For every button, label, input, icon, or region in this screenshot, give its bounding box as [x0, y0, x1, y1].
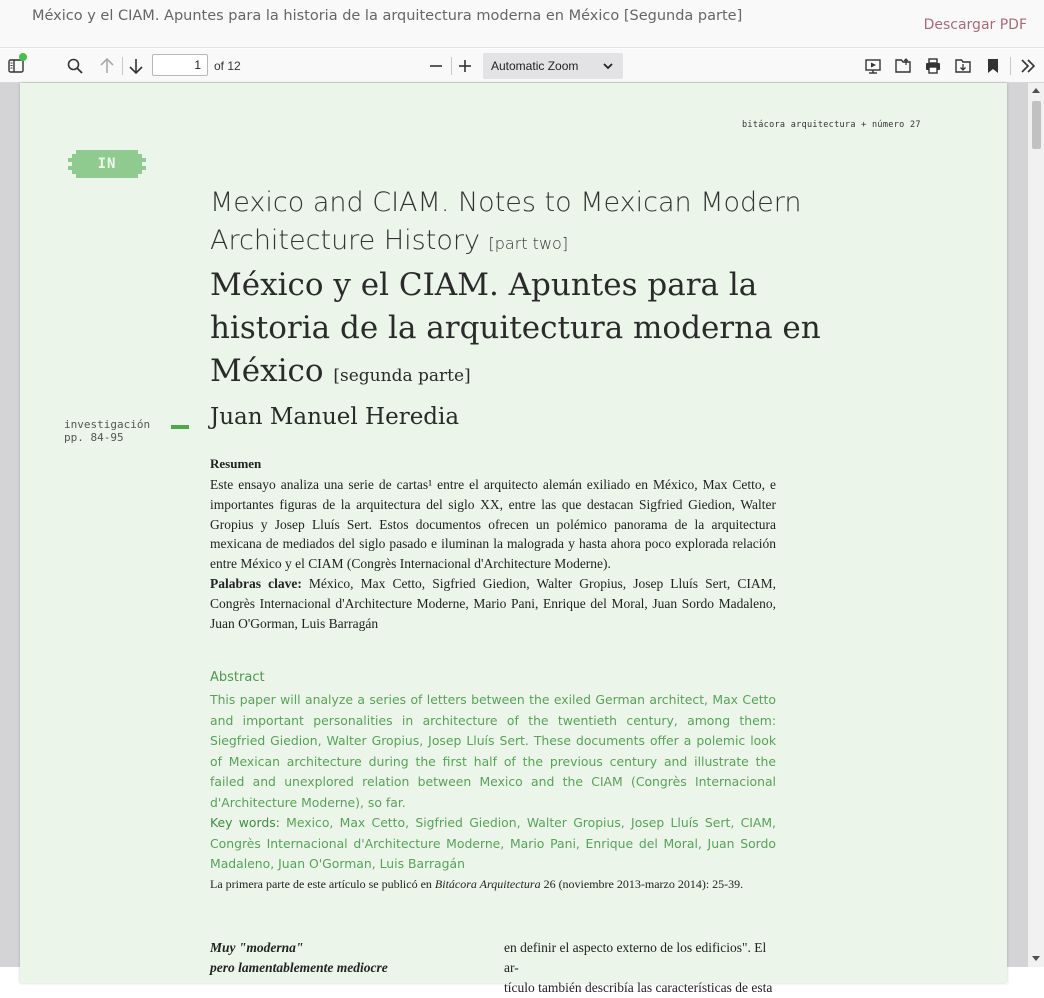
- pdf-page: [20, 83, 1007, 995]
- save-button[interactable]: [951, 54, 975, 78]
- header-bar: [0, 0, 1044, 48]
- download-pdf-link[interactable]: Descargar PDF: [923, 17, 1027, 33]
- page-total-label: of 12: [214, 59, 241, 73]
- scroll-up-arrow-icon[interactable]: [1032, 88, 1040, 93]
- section-label-pages: pp. 84-95: [64, 431, 124, 444]
- open-file-button[interactable]: [891, 54, 915, 78]
- resumen-text: Este ensayo analiza una serie de cartas¹ entre el arquitecto alemán exiliado en México, Max Cetto, e importantes figuras de la arquitectura del siglo XX, entre las que destacan Sigfried Giedion, Walter Gropius y Josep Lluís Sert. Estos documentos ofrecen un polémico panorama de la arquitectura mexicana de mediados del siglo pasado e iluminan la malograda y hasta ahora poco explorada relación entre México y el CIAM (Congrès Internacional d'Architecture Moderne).: [210, 477, 776, 572]
- bookmark-icon: [984, 57, 1002, 75]
- pdf-viewer[interactable]: [0, 83, 1044, 995]
- document-title: México y el CIAM. Apuntes para la historia de la arquitectura moderna en México [Segunda parte]: [32, 8, 743, 24]
- section-dash: [171, 425, 189, 429]
- chevron-down-icon: [603, 61, 613, 71]
- scroll-down-arrow-icon[interactable]: [1032, 956, 1040, 961]
- section-heading: [210, 938, 388, 978]
- english-title-text: Mexico and CIAM. Notes to Mexican Modern Architecture History: [210, 187, 802, 256]
- section-heading-line-1: Muy "moderna": [210, 940, 304, 955]
- journal-label: bitácora arquitectura + número 27: [742, 120, 921, 130]
- body-column-2: [504, 938, 778, 998]
- keywords-text: Mexico, Max Cetto, Sigfried Giedion, Walter Gropius, Josep Lluís Sert, CIAM, Congrès Internacional d'Architecture Moderne, Mario Pani, Enrique del Moral, Juan Sordo Madaleno, Juan O'Gorman, Luis Barragán: [210, 815, 776, 871]
- presentation-icon: [864, 57, 882, 75]
- section-badge: [68, 150, 146, 178]
- section-label-name: investigación: [64, 418, 151, 431]
- minus-icon: [427, 57, 445, 75]
- resumen-heading: Resumen: [210, 456, 262, 471]
- scroll-thumb[interactable]: [1032, 101, 1041, 149]
- zoom-select-value: Automatic Zoom: [491, 59, 579, 73]
- plus-icon: [456, 57, 474, 75]
- body-line-1: en definir el aspecto externo de los edificios". El ar-: [504, 940, 767, 975]
- note-suffix: 26 (noviembre 2013-marzo 2014): 25-39.: [540, 877, 744, 891]
- note-prefix: La primera parte de este artículo se publicó en: [210, 877, 435, 891]
- page-number-input[interactable]: [152, 54, 208, 76]
- find-button[interactable]: [63, 54, 87, 78]
- zoom-out-button[interactable]: [424, 54, 448, 78]
- open-file-icon: [894, 57, 912, 75]
- abstract-heading: Abstract: [210, 670, 265, 685]
- tools-menu-button[interactable]: [1016, 54, 1040, 78]
- section-heading-line-2: pero lamentablemente mediocre: [210, 960, 388, 975]
- vertical-scrollbar[interactable]: [1028, 83, 1044, 967]
- previous-page-button[interactable]: [95, 54, 119, 78]
- zoom-select[interactable]: [483, 53, 623, 79]
- note-journal: Bitácora Arquitectura: [434, 877, 541, 891]
- arrow-up-icon: [98, 57, 116, 75]
- english-title: [210, 184, 850, 263]
- abstract-body: [210, 690, 776, 875]
- english-title-part: [part two]: [488, 234, 569, 253]
- author-name: Juan Manuel Heredia: [210, 404, 460, 430]
- spanish-title-part: [segunda parte]: [333, 366, 471, 386]
- print-icon: [924, 57, 942, 75]
- notification-dot: [19, 53, 27, 61]
- body-line-2: tículo también describía las características de esta: [504, 980, 773, 995]
- keywords-label: Key words:: [210, 815, 280, 830]
- zoom-in-button[interactable]: [453, 54, 477, 78]
- palabras-clave-label: Palabras clave:: [210, 575, 302, 591]
- download-icon: [954, 57, 972, 75]
- spanish-title-text: México y el CIAM. Apuntes para la historia de la arquitectura moderna en México: [210, 267, 821, 389]
- publication-note: [210, 877, 743, 892]
- spanish-title: [210, 264, 850, 398]
- badge-label: IN: [97, 156, 117, 172]
- abstract-text: This paper will analyze a series of letters between the exiled German architect, Max Cetto and important personalities in architecture of the twentieth century, among them: Siegfried Giedion, Walter Gropius, Josep Lluís Sert. These documents offer a polemic look of Mexican architecture during the first half of the previous century and illustrate the failed and unexplored relation between Mexico and the CIAM (Congrès Internacional d'Architecture Moderne), so far.: [210, 692, 776, 810]
- search-icon: [66, 57, 84, 75]
- presentation-mode-button[interactable]: [861, 54, 885, 78]
- more-tools-icon: [1019, 57, 1037, 75]
- resumen-body: [210, 475, 776, 633]
- bookmark-button[interactable]: [981, 54, 1005, 78]
- print-button[interactable]: [921, 54, 945, 78]
- next-page-button[interactable]: [124, 54, 148, 78]
- palabras-clave-text: México, Max Cetto, Sigfried Giedion, Walter Gropius, Josep Lluís Sert, CIAM, Congrès Internacional d'Architecture Moderne, Mario Pani, Enrique del Moral, Juan Sordo Madaleno, Juan O'Gorman, Luis Barragán: [210, 575, 776, 631]
- section-label: [64, 418, 150, 444]
- arrow-down-icon: [127, 57, 145, 75]
